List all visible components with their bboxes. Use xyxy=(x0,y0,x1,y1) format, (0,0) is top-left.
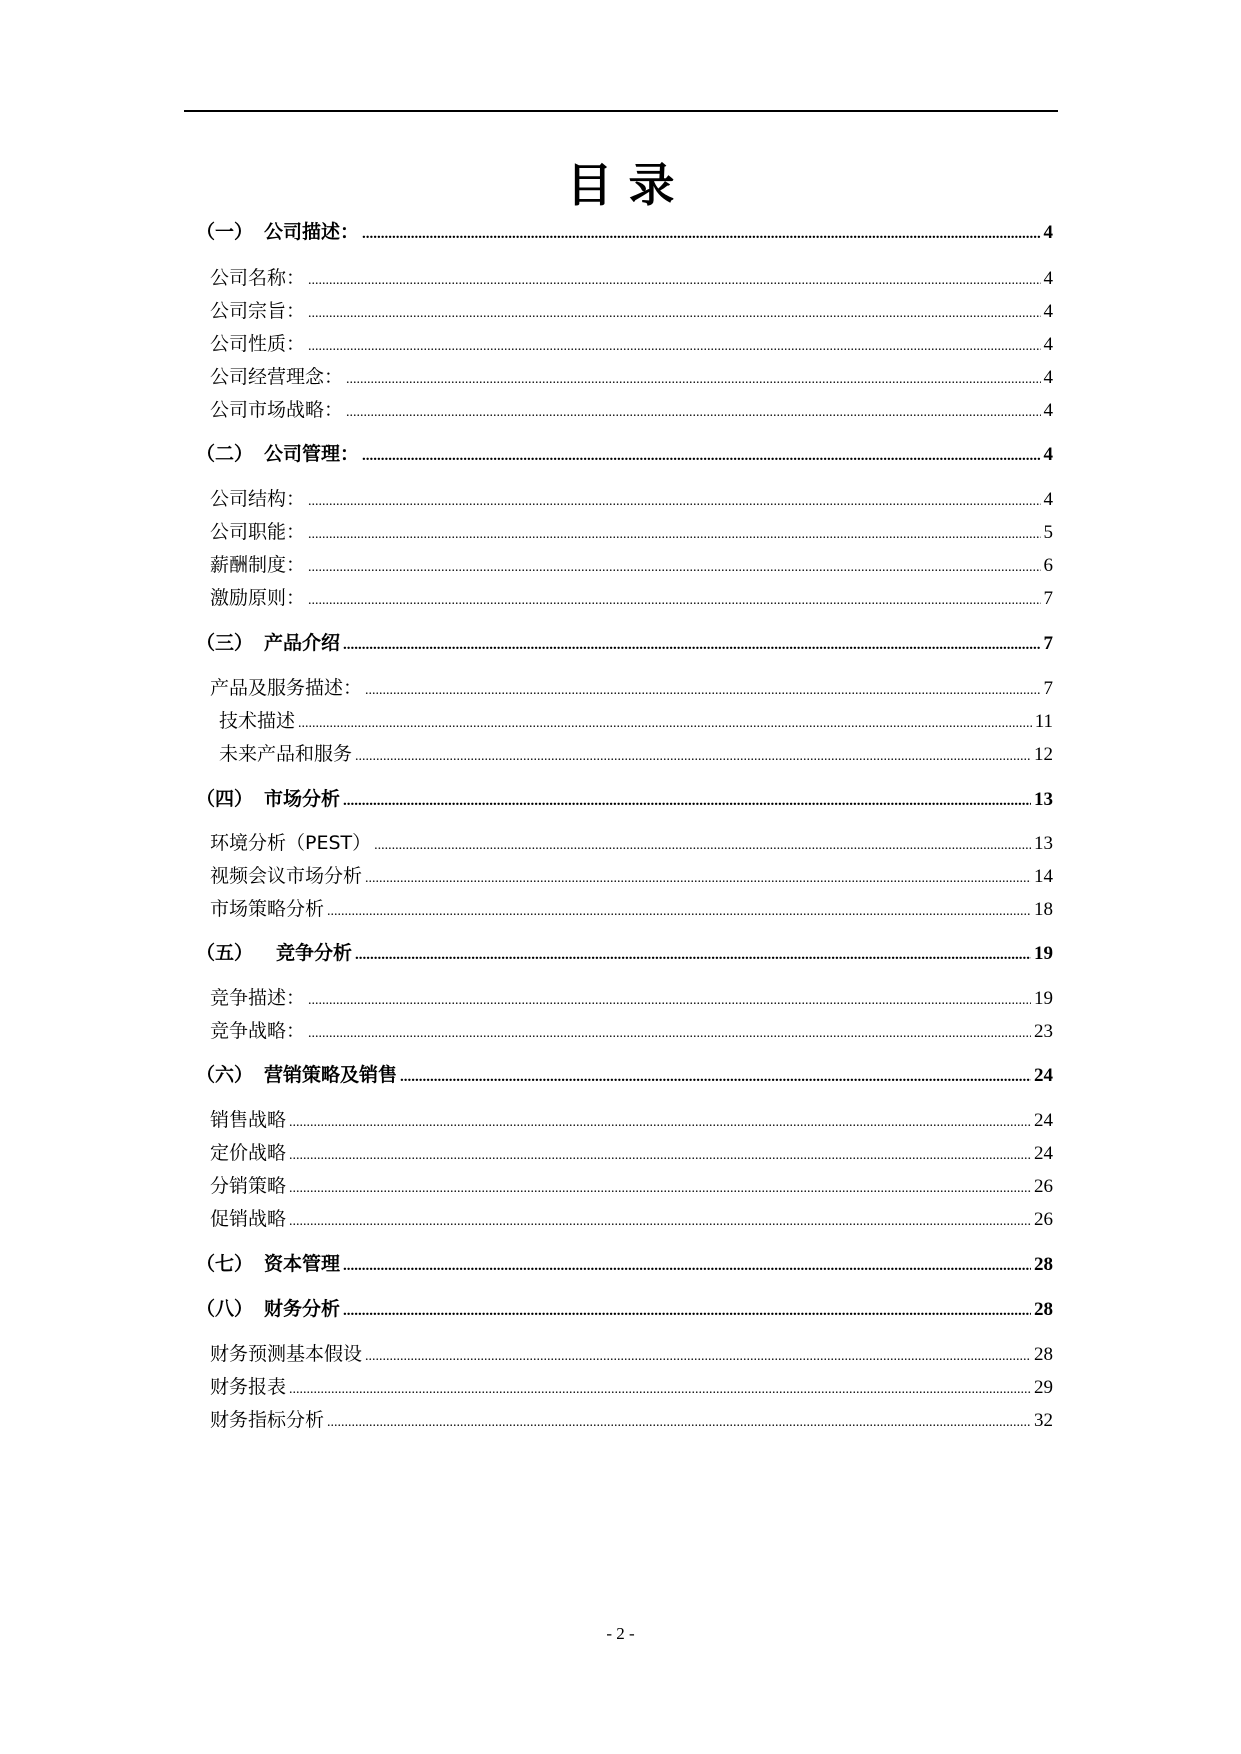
toc-entry-text: 公司名称： xyxy=(210,267,306,289)
toc-dot-leader xyxy=(346,366,1040,394)
toc-page-number: 19 xyxy=(1034,943,1053,964)
toc-dot-leader xyxy=(362,442,1040,470)
toc-subsection-entry[interactable] xyxy=(210,1106,1053,1134)
toc-dot-leader xyxy=(298,710,1032,738)
toc-entry-text: 公司管理： xyxy=(264,443,360,465)
toc-page-number: 5 xyxy=(1043,522,1053,543)
toc-dot-leader xyxy=(308,267,1040,295)
toc-subsection-entry[interactable] xyxy=(210,895,1053,923)
toc-section-entry[interactable] xyxy=(196,1250,1053,1278)
toc-subsection-entry[interactable] xyxy=(210,1373,1053,1401)
toc-dot-leader xyxy=(308,587,1040,615)
toc-subsection-entry[interactable] xyxy=(210,518,1053,546)
toc-page-number: 7 xyxy=(1043,678,1053,699)
toc-entry-text: 公司宗旨： xyxy=(210,300,306,322)
toc-dot-leader xyxy=(289,1175,1031,1203)
toc-entry-text: 财务指标分析 xyxy=(210,1409,325,1431)
toc-subsection-entry[interactable] xyxy=(210,330,1053,358)
toc-page-number: 7 xyxy=(1043,588,1053,609)
toc-page-number: 11 xyxy=(1034,711,1053,732)
toc-entry-text: 公司职能： xyxy=(210,521,306,543)
toc-dot-leader xyxy=(355,941,1031,969)
toc-subsection-entry[interactable] xyxy=(219,707,1053,735)
toc-subsection-entry[interactable] xyxy=(210,1017,1053,1045)
toc-subsection-entry[interactable] xyxy=(210,551,1053,579)
toc-page-number: 14 xyxy=(1034,866,1053,887)
toc-entry-text: 公司市场战略： xyxy=(210,399,344,421)
toc-entry-text: 产品介绍 xyxy=(264,632,341,654)
toc-entry-text: 竞争战略： xyxy=(210,1020,306,1042)
toc-entry-text: 公司性质： xyxy=(210,333,306,355)
toc-dot-leader xyxy=(343,631,1040,659)
toc-subsection-entry[interactable] xyxy=(210,829,1053,857)
toc-dot-leader xyxy=(374,832,1031,860)
toc-dot-leader xyxy=(346,399,1040,427)
toc-page-number: 28 xyxy=(1034,1299,1053,1320)
toc-page-number: 28 xyxy=(1034,1344,1053,1365)
toc-page-number: 29 xyxy=(1034,1377,1053,1398)
toc-page-number: 24 xyxy=(1034,1110,1053,1131)
toc-dot-leader xyxy=(400,1063,1031,1091)
toc-section-number: （六） xyxy=(196,1064,254,1086)
toc-page-number: 28 xyxy=(1034,1254,1053,1275)
toc-dot-leader xyxy=(327,898,1031,926)
toc-entry-text: 环境分析（PEST） xyxy=(210,832,372,854)
toc-section-entry[interactable] xyxy=(196,1295,1053,1323)
toc-section-number: （二） xyxy=(196,443,254,465)
toc-page-number: 18 xyxy=(1034,899,1053,920)
toc-dot-leader xyxy=(289,1208,1031,1236)
toc-dot-leader xyxy=(355,743,1031,771)
toc-entry-text: 视频会议市场分析 xyxy=(210,865,363,887)
toc-dot-leader xyxy=(343,1252,1031,1280)
toc-subsection-entry[interactable] xyxy=(210,363,1053,391)
toc-page-number: 12 xyxy=(1034,744,1053,765)
toc-entry-text: 未来产品和服务 xyxy=(219,743,353,765)
toc-page-number: 4 xyxy=(1043,489,1053,510)
toc-page-number: 23 xyxy=(1034,1021,1053,1042)
toc-section-number: （八） xyxy=(196,1298,254,1320)
toc-entry-text: 市场策略分析 xyxy=(210,898,325,920)
toc-page-number: 26 xyxy=(1034,1209,1053,1230)
toc-dot-leader xyxy=(308,1020,1031,1048)
toc-page-number: 4 xyxy=(1043,268,1053,289)
toc-entry-text: 薪酬制度： xyxy=(210,554,306,576)
toc-entry-text: 财务报表 xyxy=(210,1376,287,1398)
toc-page-number: 13 xyxy=(1034,833,1053,854)
toc-entry-text: 产品及服务描述： xyxy=(210,677,363,699)
toc-dot-leader xyxy=(327,1409,1031,1437)
toc-page-number: 4 xyxy=(1043,301,1053,322)
toc-section-entry[interactable] xyxy=(196,939,1053,967)
toc-dot-leader xyxy=(365,1343,1031,1371)
toc-page-number: 4 xyxy=(1043,444,1053,465)
toc-dot-leader xyxy=(365,677,1040,705)
toc-page-number: 7 xyxy=(1043,633,1053,654)
toc-section-entry[interactable] xyxy=(196,785,1053,813)
page-title: 目 录 xyxy=(566,158,675,212)
toc-subsection-entry[interactable] xyxy=(210,264,1053,292)
toc-entry-text: 销售战略 xyxy=(210,1109,287,1131)
toc-entry-text: 竞争分析 xyxy=(276,942,353,964)
toc-entry-text: 促销战略 xyxy=(210,1208,287,1230)
toc-entry-text: 激励原则： xyxy=(210,587,306,609)
toc-page-number: 4 xyxy=(1043,222,1053,243)
toc-subsection-entry[interactable] xyxy=(210,1205,1053,1233)
toc-subsection-entry[interactable] xyxy=(210,485,1053,513)
toc-dot-leader xyxy=(362,220,1040,248)
toc-entry-text: 公司经营理念： xyxy=(210,366,344,388)
toc-section-number: （七） xyxy=(196,1253,254,1275)
toc-dot-leader xyxy=(289,1142,1031,1170)
toc-page-number: 13 xyxy=(1034,789,1053,810)
toc-dot-leader xyxy=(308,488,1040,516)
toc-subsection-entry[interactable] xyxy=(210,584,1053,612)
page-number-footer: - 2 - xyxy=(606,1624,635,1643)
toc-section-entry[interactable] xyxy=(196,440,1053,468)
toc-entry-text: 竞争描述： xyxy=(210,987,306,1009)
toc-entry-text: 营销策略及销售 xyxy=(264,1064,398,1086)
toc-dot-leader xyxy=(289,1109,1031,1137)
toc-page-number: 32 xyxy=(1034,1410,1053,1431)
toc-section-entry[interactable] xyxy=(196,629,1053,657)
toc-entry-text: 定价战略 xyxy=(210,1142,287,1164)
toc-dot-leader xyxy=(308,521,1040,549)
toc-entry-text: 财务预测基本假设 xyxy=(210,1343,363,1365)
toc-page-number: 6 xyxy=(1043,555,1053,576)
toc-subsection-entry[interactable] xyxy=(210,1139,1053,1167)
toc-section-number: （三） xyxy=(196,632,254,654)
toc-section-number: （四） xyxy=(196,788,254,810)
toc-entry-text: 财务分析 xyxy=(264,1298,341,1320)
toc-dot-leader xyxy=(289,1376,1031,1404)
toc-section-entry[interactable] xyxy=(196,218,1053,246)
toc-page-number: 4 xyxy=(1043,367,1053,388)
toc-dot-leader xyxy=(343,787,1031,815)
toc-subsection-entry[interactable] xyxy=(210,674,1053,702)
toc-subsection-entry[interactable] xyxy=(210,1406,1053,1434)
toc-dot-leader xyxy=(308,333,1040,361)
toc-page-number: 26 xyxy=(1034,1176,1053,1197)
toc-dot-leader xyxy=(365,865,1031,893)
toc-entry-text: 资本管理 xyxy=(264,1253,341,1275)
toc-subsection-entry[interactable] xyxy=(210,1172,1053,1200)
toc-subsection-entry[interactable] xyxy=(210,297,1053,325)
toc-section-number: （一） xyxy=(196,221,254,243)
toc-section-entry[interactable] xyxy=(196,1061,1053,1089)
toc-page-number: 24 xyxy=(1034,1143,1053,1164)
toc-entry-text: 分销策略 xyxy=(210,1175,287,1197)
toc-entry-text: 市场分析 xyxy=(264,788,341,810)
toc-page-number: 24 xyxy=(1034,1065,1053,1086)
toc-page-number: 4 xyxy=(1043,334,1053,355)
toc-dot-leader xyxy=(343,1297,1031,1325)
toc-subsection-entry[interactable] xyxy=(210,1340,1053,1368)
toc-subsection-entry[interactable] xyxy=(210,862,1053,890)
toc-page-number: 19 xyxy=(1034,988,1053,1009)
toc-entry-text: 公司结构： xyxy=(210,488,306,510)
toc-subsection-entry[interactable] xyxy=(210,396,1053,424)
toc-dot-leader xyxy=(308,300,1040,328)
toc-page-number: 4 xyxy=(1043,400,1053,421)
toc-dot-leader xyxy=(308,554,1040,582)
toc-section-number: （五） xyxy=(196,942,254,964)
toc-subsection-entry[interactable] xyxy=(210,984,1053,1012)
toc-entry-text: 技术描述 xyxy=(219,710,296,732)
toc-dot-leader xyxy=(308,987,1031,1015)
toc-subsection-entry[interactable] xyxy=(219,740,1053,768)
toc-entry-text: 公司描述： xyxy=(264,221,360,243)
